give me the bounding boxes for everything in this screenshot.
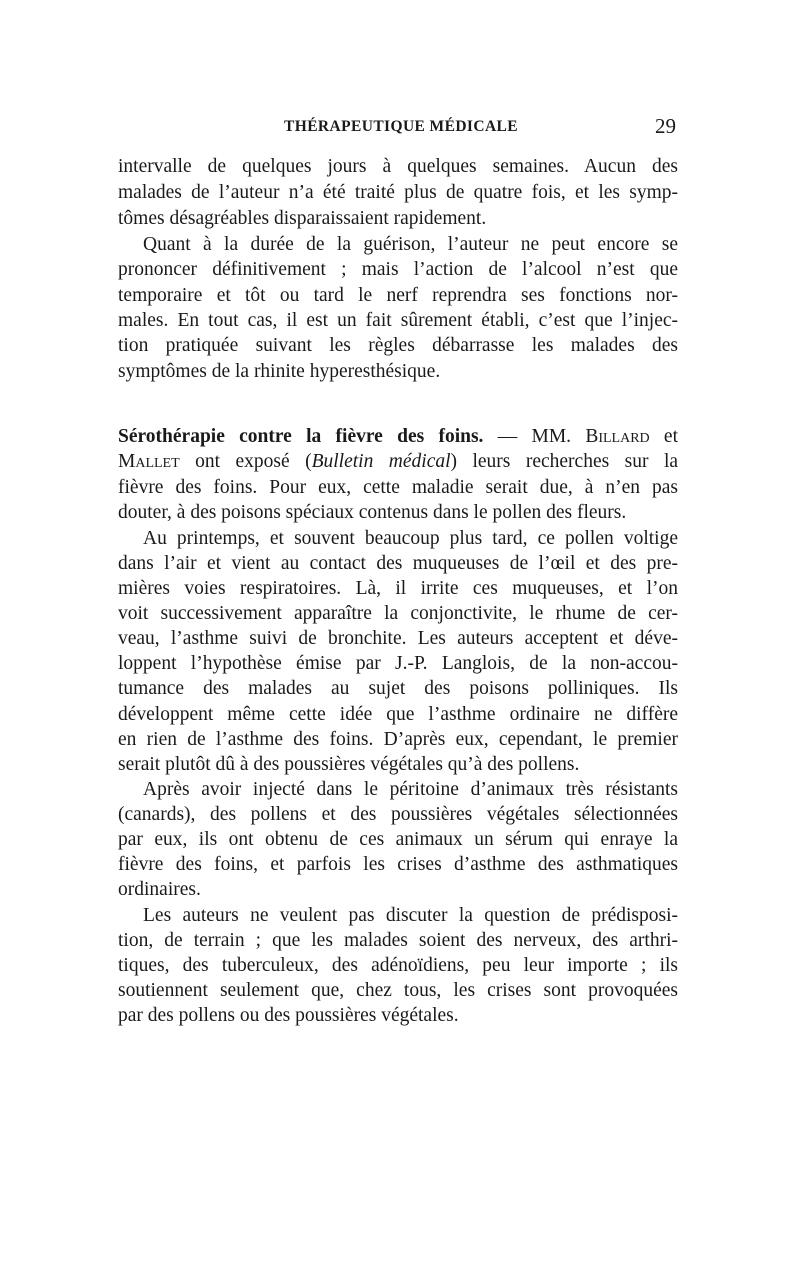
- text-line: mières voies respiratoires. Là, il irrite ces muqueuses, et l’on: [118, 578, 678, 599]
- text-line: Après avoir injecté dans le péritoine d’animaux très résistants: [143, 779, 678, 800]
- text-line: voit successivement apparaître la conjonctivite, le rhume de cer-: [118, 603, 678, 624]
- text-line: fièvre des foins. Pour eux, cette maladie serait due, à n’en pas: [118, 477, 678, 498]
- text-line: Quant à la durée de la guérison, l’auteur ne peut encore se: [143, 234, 678, 255]
- text-line: ordinaires.: [118, 879, 201, 900]
- section-first-line: [118, 425, 678, 449]
- conjunction: et: [649, 426, 678, 447]
- text-line: tômes désagréables disparaissaient rapidement.: [118, 208, 487, 229]
- text-line: loppent l’hypothèse émise par J.-P. Langlois, de la non-accou-: [118, 653, 678, 674]
- text-line: veau, l’asthme suivi de bronchite. Les auteurs acceptent et déve-: [118, 628, 678, 649]
- text-line: en rien de l’asthme des foins. D’après eux, cependant, le premier: [118, 729, 678, 750]
- text-line: intervalle de quelques jours à quelques semaines. Aucun des: [118, 156, 678, 177]
- text-line: développent même cette idée que l’asthme ordinaire ne diffère: [118, 704, 678, 725]
- text-line: fièvre des foins, et parfois les crises d’asthme des asthmatiques: [118, 854, 678, 875]
- text-line: malades de l’auteur n’a été traité plus de quatre fois, et les symp-: [118, 182, 678, 203]
- text-line: tiques, des tuberculeux, des adénoïdiens, peu leur importe ; ils: [118, 955, 678, 976]
- text-line: Au printemps, et souvent beaucoup plus tard, ce pollen voltige: [143, 528, 678, 549]
- text-line: douter, à des poisons spéciaux contenus dans le pollen des fleurs.: [118, 502, 627, 523]
- page-number: 29: [655, 114, 676, 138]
- author-name: Billard: [585, 426, 650, 447]
- dash: — MM.: [483, 426, 586, 447]
- text-line: serait plutôt dû à des poussières végétales qu’à des pollens.: [118, 754, 580, 775]
- running-title: THÉRAPEUTIQUE MÉDICALE: [284, 118, 519, 135]
- text-line: (canards), des pollens et des poussières végétales sélectionnées: [118, 804, 678, 825]
- section-second-line: [118, 450, 678, 474]
- text-line: par eux, ils ont obtenu de ces animaux un sérum qui enraye la: [118, 829, 678, 850]
- text-fragment: ont exposé (: [179, 451, 312, 472]
- text-fragment: ) leurs recherches sur la: [450, 451, 678, 472]
- text-line: soutiennent seulement que, chez tous, les crises sont provoquées: [118, 980, 678, 1001]
- text-line: males. En tout cas, il est un fait sûrement établi, c’est que l’injec-: [118, 310, 678, 331]
- text-line: Les auteurs ne veulent pas discuter la question de prédisposi-: [143, 905, 678, 926]
- text-line: tumance des malades au sujet des poisons polliniques. Ils: [118, 678, 678, 699]
- text-line: temporaire et tôt ou tard le nerf reprendra ses fonctions nor-: [118, 285, 678, 306]
- text-line: symptômes de la rhinite hyperesthésique.: [118, 361, 441, 382]
- text-line: dans l’air et vient au contact des muqueuses de l’œil et des pre-: [118, 553, 678, 574]
- text-line: par des pollens ou des poussières végétales.: [118, 1005, 459, 1026]
- text-line: tion pratiquée suivant les règles débarrasse les malades des: [118, 335, 678, 356]
- journal-title: Bulletin médical: [311, 451, 451, 472]
- page-header: [118, 116, 680, 140]
- text-line: prononcer définitivement ; mais l’action de l’alcool n’est que: [118, 259, 678, 280]
- section-title: Sérothérapie contre la fièvre des foins.: [118, 426, 484, 447]
- author-name: Mallet: [118, 451, 180, 472]
- text-line: tion, de terrain ; que les malades soient des nerveux, des arthri-: [118, 930, 678, 951]
